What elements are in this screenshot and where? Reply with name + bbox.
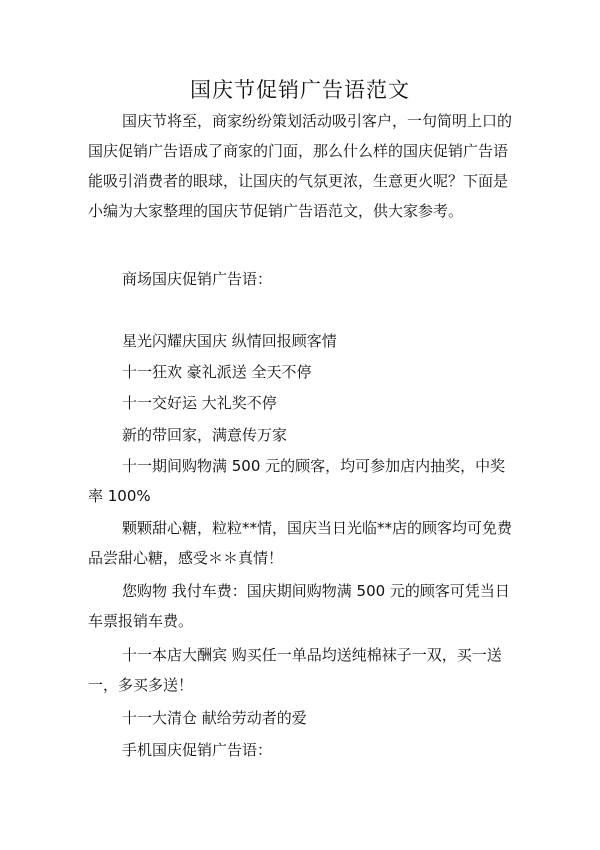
candy-paragraph: 颗颗甜心糖，粒粒**情，国庆当日光临**店的顾客均可免费品尝甜心糖，感受＊＊真情！ — [88, 519, 513, 567]
slogan-line: 十一狂欢 豪礼派送 全天不停 — [122, 363, 312, 381]
section-heading-mall: 商场国庆促销广告语： — [122, 270, 273, 288]
clearance-slogan: 十一大清仓 献给劳动者的爱 — [122, 709, 307, 727]
lottery-paragraph: 十一期间购物满 500 元的顾客，均可参加店内抽奖，中奖率 100% — [88, 457, 506, 505]
slogan-line: 星光闪耀庆国庆 纵情回报顾客情 — [122, 332, 337, 350]
slogan-line: 十一交好运 大礼奖不停 — [122, 394, 277, 412]
section-heading-mobile: 手机国庆促销广告语： — [122, 741, 273, 759]
intro-paragraph: 国庆节将至，商家纷纷策划活动吸引客户，一句简明上口的国庆促销广告语成了商家的门面，那么什么样的国庆促销广告语能吸引消费者的眼球，让国庆的气氛更浓，生意更火呢？下面是小编为大家整理的国庆节促销广告语范文，供大家参考。 — [88, 112, 513, 220]
slogan-line: 新的带回家，满意传万家 — [122, 426, 288, 444]
bus-fare-paragraph: 您购物 我付车费：国庆期间购物满 500 元的顾客可凭当日车票报销车费。 — [88, 582, 510, 630]
document-title: 国庆节促销广告语范文 — [190, 78, 410, 102]
socks-paragraph: 十一本店大酬宾 购买任一单品均送纯棉袜子一双，买一送一，多买多送！ — [88, 646, 502, 694]
